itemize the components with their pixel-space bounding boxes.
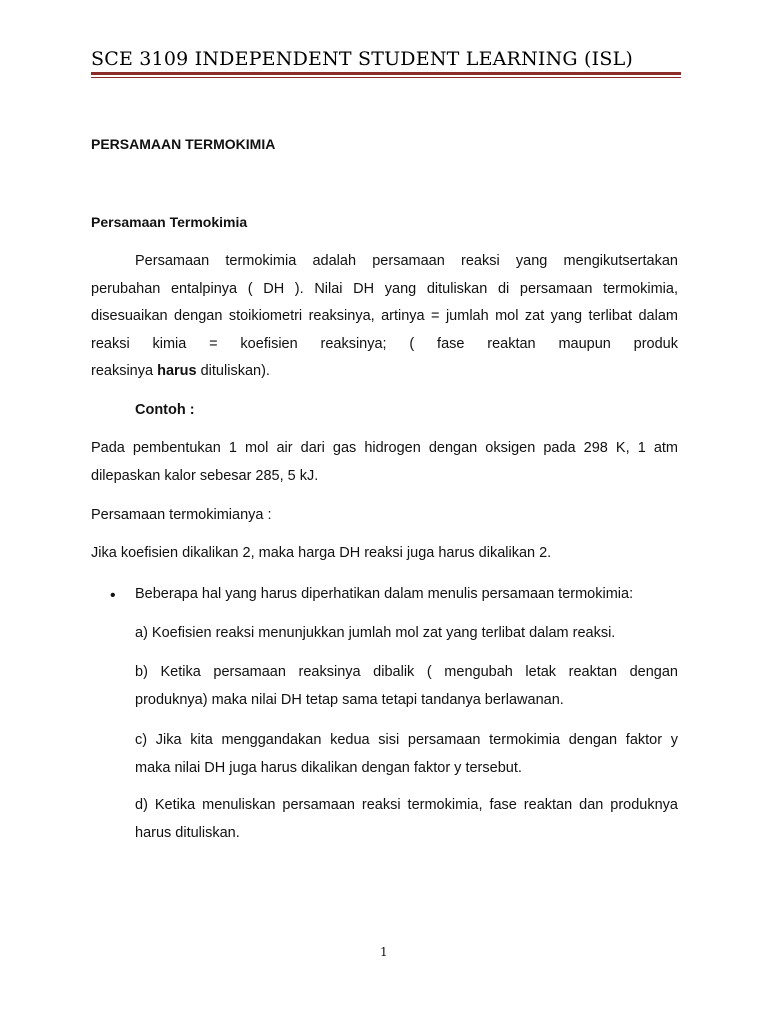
- document-heading: PERSAMAAN TERMOKIMIA: [91, 136, 276, 152]
- intro-line-1: Persamaan termokimia adalah persamaan reaksi yang mengikutsertakan: [135, 253, 678, 269]
- bullet-icon: •: [110, 587, 116, 604]
- example-line-1: Pada pembentukan 1 mol air dari gas hidrogen dengan oksigen pada 298 K, 1 atm: [91, 440, 678, 456]
- point-a: a) Koefisien reaksi menunjukkan jumlah mol zat yang terlibat dalam reaksi.: [135, 625, 616, 641]
- section-heading: Persamaan Termokimia: [91, 214, 248, 230]
- intro-line-3: disesuaikan dengan stoikiometri reaksinya, artinya = jumlah mol zat yang terlibat dalam: [91, 308, 678, 324]
- point-c-line-2: maka nilai DH juga harus dikalikan dengan faktor y tersebut.: [135, 759, 522, 776]
- example-paragraph: [91, 435, 678, 490]
- koefisien-line: Jika koefisien dikalikan 2, maka harga DH reaksi juga harus dikalikan 2.: [91, 545, 552, 561]
- point-d: [135, 792, 678, 847]
- intro-line-5: [91, 358, 678, 386]
- header-title: SCE 3109 INDEPENDENT STUDENT LEARNING (ISL): [91, 48, 634, 70]
- page-number: 1: [380, 945, 388, 959]
- point-c-line-1: c) Jika kita menggandakan kedua sisi persamaan termokimia dengan faktor y: [135, 732, 678, 748]
- header-rule-thin: [91, 77, 681, 78]
- point-c: [135, 727, 678, 782]
- intro-line-2: perubahan entalpinya ( DH ). Nilai DH yang dituliskan di persamaan termokimia,: [91, 280, 678, 297]
- bullet-text: Beberapa hal yang harus diperhatikan dalam menulis persamaan termokimia:: [135, 586, 634, 602]
- point-b: [135, 659, 678, 714]
- persamaan-line: Persamaan termokimianya :: [91, 507, 272, 523]
- header-rule-thick: [91, 72, 681, 75]
- intro-line-5-pre: reaksinya: [91, 363, 158, 379]
- intro-line-4: reaksi kimia = koefisien reaksinya; ( fase reaktan maupun produk: [91, 335, 678, 352]
- intro-paragraph: [91, 248, 678, 386]
- point-d-line-2: harus dituliskan.: [135, 824, 240, 841]
- point-b-line-1: b) Ketika persamaan reaksinya dibalik ( mengubah letak reaktan dengan: [135, 664, 678, 680]
- intro-line-5-post: dituliskan).: [196, 363, 270, 379]
- example-line-2: dilepaskan kalor sebesar 285, 5 kJ.: [91, 467, 319, 484]
- intro-line-5-bold: harus: [157, 363, 197, 379]
- contoh-label: Contoh :: [135, 402, 195, 418]
- point-d-line-1: d) Ketika menuliskan persamaan reaksi termokimia, fase reaktan dan produknya: [135, 797, 678, 813]
- point-b-line-2: produknya) maka nilai DH tetap sama tetapi tandanya berlawanan.: [135, 691, 564, 708]
